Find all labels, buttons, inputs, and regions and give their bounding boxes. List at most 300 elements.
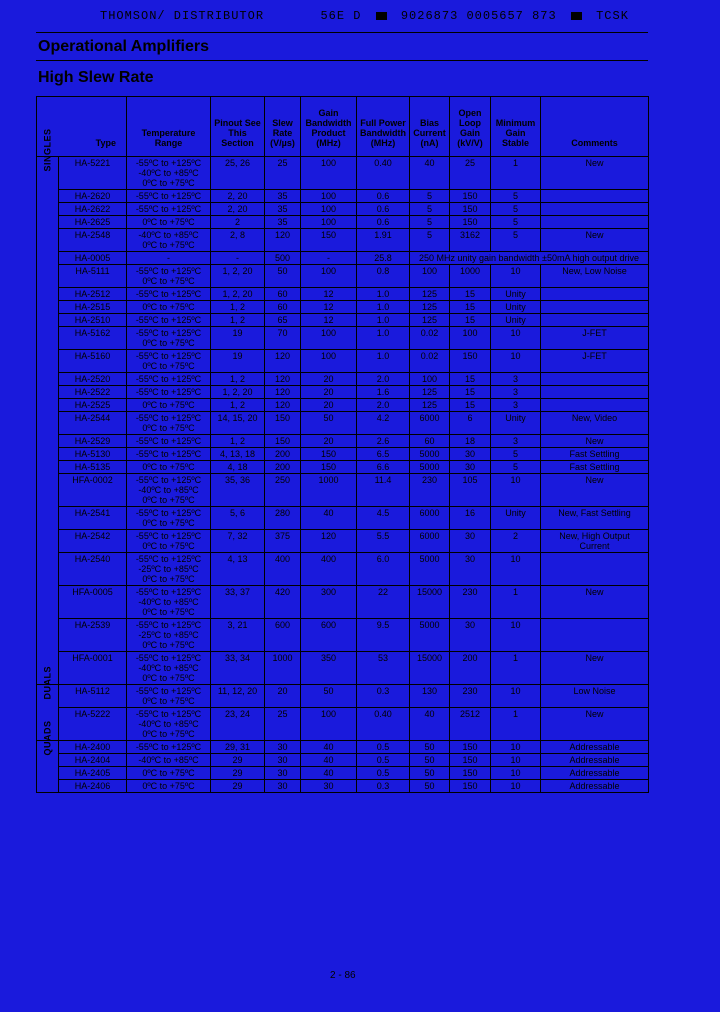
cell-min-gain: 5: [491, 448, 541, 461]
cell-temp: 0ºC to +75ºC: [127, 767, 211, 780]
cell-type: HA-2544: [59, 412, 127, 435]
cell-min-gain: 5: [491, 461, 541, 474]
cell-comments: [541, 314, 649, 327]
black-square-icon: [376, 12, 387, 20]
cell-gbw: 150: [301, 229, 357, 252]
cell-pinout: 7, 32: [211, 530, 265, 553]
cell-bias: 50: [410, 767, 450, 780]
cell-gbw: 100: [301, 190, 357, 203]
cell-type: HA-2622: [59, 203, 127, 216]
cell-type: HA-5130: [59, 448, 127, 461]
cell-type: HA-2515: [59, 301, 127, 314]
cell-olg: 30: [450, 619, 491, 652]
cell-type: HA-2400: [59, 741, 127, 754]
cell-note: 250 MHz unity gain bandwidth ±50mA high output drive: [410, 252, 649, 265]
header-rule: [36, 32, 648, 33]
cell-fpbw: 53: [357, 652, 410, 685]
cell-pinout: 29, 31: [211, 741, 265, 754]
cell-type: HFA-0002: [59, 474, 127, 507]
table-row: [37, 530, 649, 553]
cell-type: HA-5112: [59, 685, 127, 708]
cell-comments: Addressable: [541, 780, 649, 793]
black-square-icon: [571, 12, 582, 20]
cell-pinout: 29: [211, 767, 265, 780]
cell-gbw: 20: [301, 435, 357, 448]
cell-fpbw: 1.0: [357, 288, 410, 301]
cell-bias: 125: [410, 301, 450, 314]
cell-gbw: 40: [301, 741, 357, 754]
col-header-olg: Open Loop Gain (kV/V): [450, 97, 491, 157]
cell-temp: -55ºC to +125ºC 0ºC to +75ºC: [127, 530, 211, 553]
cell-fpbw: 1.0: [357, 350, 410, 373]
cell-gbw: 20: [301, 399, 357, 412]
cell-min-gain: 10: [491, 741, 541, 754]
cell-comments: New, Low Noise: [541, 265, 649, 288]
cell-comments: New: [541, 586, 649, 619]
cell-olg: 150: [450, 203, 491, 216]
cell-slew: 120: [265, 399, 301, 412]
cell-olg: 15: [450, 399, 491, 412]
cell-olg: 30: [450, 553, 491, 586]
cell-min-gain: Unity: [491, 301, 541, 314]
cell-slew: 375: [265, 530, 301, 553]
cell-comments: New, High Output Current: [541, 530, 649, 553]
cell-gbw: 40: [301, 767, 357, 780]
cell-fpbw: 1.91: [357, 229, 410, 252]
cell-pinout: 11, 12, 20: [211, 685, 265, 708]
cell-slew: 120: [265, 373, 301, 386]
cell-slew: 120: [265, 386, 301, 399]
opamp-table: [36, 96, 649, 793]
cell-min-gain: 10: [491, 619, 541, 652]
table-row: [37, 780, 649, 793]
cell-fpbw: 1.0: [357, 301, 410, 314]
cell-temp: -55ºC to +125ºC -25ºC to +85ºC 0ºC to +75ºC: [127, 553, 211, 586]
cell-fpbw: 11.4: [357, 474, 410, 507]
cell-comments: [541, 301, 649, 314]
header-suffix: TCSK: [596, 9, 629, 23]
cell-bias: 5000: [410, 619, 450, 652]
cell-olg: 25: [450, 157, 491, 190]
cell-bias: 230: [410, 474, 450, 507]
cell-bias: 50: [410, 741, 450, 754]
cell-pinout: 5, 6: [211, 507, 265, 530]
cell-gbw: -: [301, 252, 357, 265]
cell-comments: New: [541, 229, 649, 252]
cell-slew: 50: [265, 265, 301, 288]
cell-pinout: 4, 13: [211, 553, 265, 586]
group-label-text: QUADS: [42, 720, 53, 756]
cell-gbw: 1000: [301, 474, 357, 507]
cell-bias: 5000: [410, 553, 450, 586]
cell-olg: 230: [450, 586, 491, 619]
table-row: [37, 265, 649, 288]
cell-fpbw: 22: [357, 586, 410, 619]
cell-pinout: 1, 2: [211, 435, 265, 448]
cell-type: HA-5221: [59, 157, 127, 190]
cell-slew: 25: [265, 708, 301, 741]
cell-temp: 0ºC to +75ºC: [127, 780, 211, 793]
cell-gbw: 600: [301, 619, 357, 652]
cell-type: HA-2520: [59, 373, 127, 386]
cell-olg: 16: [450, 507, 491, 530]
table-row: [37, 741, 649, 754]
cell-slew: 25: [265, 157, 301, 190]
table-row: [37, 229, 649, 252]
cell-slew: 30: [265, 780, 301, 793]
table-row: [37, 685, 649, 708]
cell-pinout: 2, 20: [211, 190, 265, 203]
cell-comments: [541, 399, 649, 412]
cell-temp: 0ºC to +75ºC: [127, 399, 211, 412]
cell-fpbw: 4.2: [357, 412, 410, 435]
cell-bias: 125: [410, 399, 450, 412]
cell-slew: 70: [265, 327, 301, 350]
cell-olg: 100: [450, 327, 491, 350]
cell-bias: 6000: [410, 507, 450, 530]
cell-min-gain: 10: [491, 265, 541, 288]
cell-olg: 150: [450, 767, 491, 780]
cell-fpbw: 0.5: [357, 767, 410, 780]
cell-comments: [541, 288, 649, 301]
cell-slew: 120: [265, 229, 301, 252]
cell-pinout: 25, 26: [211, 157, 265, 190]
cell-fpbw: 0.40: [357, 708, 410, 741]
cell-bias: 5000: [410, 448, 450, 461]
cell-fpbw: 0.6: [357, 203, 410, 216]
section-title: High Slew Rate: [38, 69, 154, 86]
cell-pinout: 23, 24: [211, 708, 265, 741]
cell-comments: [541, 553, 649, 586]
cell-olg: 2512: [450, 708, 491, 741]
page-title: Operational Amplifiers: [38, 38, 209, 55]
cell-min-gain: 10: [491, 327, 541, 350]
cell-temp: 0ºC to +75ºC: [127, 216, 211, 229]
cell-type: HFA-0005: [59, 586, 127, 619]
cell-olg: 15: [450, 301, 491, 314]
table-row: [37, 288, 649, 301]
cell-slew: 600: [265, 619, 301, 652]
cell-comments: [541, 373, 649, 386]
cell-fpbw: 9.5: [357, 619, 410, 652]
cell-gbw: 150: [301, 461, 357, 474]
table-row: [37, 461, 649, 474]
cell-temp: -55ºC to +125ºC: [127, 386, 211, 399]
cell-slew: 500: [265, 252, 301, 265]
cell-olg: 15: [450, 314, 491, 327]
cell-min-gain: 10: [491, 685, 541, 708]
cell-bias: 40: [410, 708, 450, 741]
cell-bias: 0.02: [410, 327, 450, 350]
cell-bias: 125: [410, 288, 450, 301]
cell-comments: [541, 190, 649, 203]
cell-fpbw: 0.6: [357, 190, 410, 203]
cell-min-gain: Unity: [491, 288, 541, 301]
cell-type: HFA-0001: [59, 652, 127, 685]
cell-comments: [541, 216, 649, 229]
cell-pinout: 29: [211, 780, 265, 793]
cell-bias: 0.02: [410, 350, 450, 373]
col-header-gbw: Gain Bandwidth Product (MHz): [301, 97, 357, 157]
cell-slew: 60: [265, 301, 301, 314]
cell-olg: 15: [450, 386, 491, 399]
cell-slew: 400: [265, 553, 301, 586]
table-row: [37, 652, 649, 685]
cell-gbw: 12: [301, 301, 357, 314]
page-header: [100, 9, 660, 23]
cell-temp: -55ºC to +125ºC: [127, 314, 211, 327]
cell-slew: 120: [265, 350, 301, 373]
cell-pinout: 2: [211, 216, 265, 229]
cell-bias: 125: [410, 386, 450, 399]
cell-pinout: 19: [211, 350, 265, 373]
cell-pinout: 4, 13, 18: [211, 448, 265, 461]
cell-olg: 6: [450, 412, 491, 435]
col-header-comments: Comments: [541, 97, 649, 157]
table-row: [37, 216, 649, 229]
cell-min-gain: 3: [491, 435, 541, 448]
cell-min-gain: 1: [491, 708, 541, 741]
cell-min-gain: 3: [491, 386, 541, 399]
cell-olg: 200: [450, 652, 491, 685]
cell-olg: 15: [450, 373, 491, 386]
cell-bias: 5: [410, 216, 450, 229]
cell-temp: -55ºC to +125ºC 0ºC to +75ºC: [127, 327, 211, 350]
cell-temp: -55ºC to +125ºC -40ºC to +85ºC 0ºC to +75ºC: [127, 708, 211, 741]
cell-fpbw: 4.5: [357, 507, 410, 530]
cell-gbw: 100: [301, 327, 357, 350]
cell-slew: 150: [265, 435, 301, 448]
cell-slew: 280: [265, 507, 301, 530]
cell-temp: -55ºC to +125ºC: [127, 435, 211, 448]
cell-olg: 150: [450, 741, 491, 754]
cell-pinout: -: [211, 252, 265, 265]
cell-slew: 30: [265, 754, 301, 767]
cell-min-gain: Unity: [491, 314, 541, 327]
cell-bias: 6000: [410, 530, 450, 553]
cell-temp: -55ºC to +125ºC: [127, 448, 211, 461]
cell-bias: 5: [410, 229, 450, 252]
cell-olg: 150: [450, 350, 491, 373]
table-row: [37, 412, 649, 435]
cell-type: HA-2542: [59, 530, 127, 553]
cell-comments: Addressable: [541, 754, 649, 767]
cell-gbw: 12: [301, 288, 357, 301]
cell-slew: 250: [265, 474, 301, 507]
col-header-bias: Bias Current (nA): [410, 97, 450, 157]
cell-fpbw: 1.6: [357, 386, 410, 399]
cell-type: HA-2541: [59, 507, 127, 530]
cell-pinout: 1, 2, 20: [211, 288, 265, 301]
cell-gbw: 100: [301, 265, 357, 288]
col-header-min-gain: Minimum Gain Stable: [491, 97, 541, 157]
cell-bias: 5000: [410, 461, 450, 474]
cell-comments: New, Fast Settling: [541, 507, 649, 530]
cell-type: HA-2625: [59, 216, 127, 229]
cell-gbw: 400: [301, 553, 357, 586]
group-label-text: SINGLES: [42, 128, 53, 172]
cell-gbw: 30: [301, 780, 357, 793]
table-row: [37, 767, 649, 780]
cell-pinout: 2, 20: [211, 203, 265, 216]
cell-fpbw: 1.0: [357, 327, 410, 350]
cell-bias: 5: [410, 190, 450, 203]
cell-type: HA-2405: [59, 767, 127, 780]
cell-min-gain: Unity: [491, 412, 541, 435]
cell-pinout: 14, 15, 20: [211, 412, 265, 435]
group-label-singles: [37, 128, 59, 685]
cell-temp: -55ºC to +125ºC: [127, 190, 211, 203]
cell-min-gain: 5: [491, 216, 541, 229]
cell-olg: 105: [450, 474, 491, 507]
cell-gbw: 50: [301, 412, 357, 435]
cell-fpbw: 25.8: [357, 252, 410, 265]
cell-slew: 35: [265, 203, 301, 216]
cell-olg: 3162: [450, 229, 491, 252]
page-number: 2 - 86: [330, 970, 356, 981]
cell-olg: 150: [450, 780, 491, 793]
cell-fpbw: 0.8: [357, 265, 410, 288]
cell-temp: -55ºC to +125ºC -40ºC to +85ºC 0ºC to +75ºC: [127, 586, 211, 619]
cell-temp: 0ºC to +75ºC: [127, 461, 211, 474]
cell-temp: -55ºC to +125ºC -40ºC to +85ºC 0ºC to +75ºC: [127, 652, 211, 685]
cell-temp: -55ºC to +125ºC 0ºC to +75ºC: [127, 265, 211, 288]
cell-fpbw: 0.6: [357, 216, 410, 229]
cell-comments: New: [541, 652, 649, 685]
cell-pinout: 29: [211, 754, 265, 767]
cell-fpbw: 6.6: [357, 461, 410, 474]
cell-comments: Addressable: [541, 767, 649, 780]
cell-min-gain: 10: [491, 474, 541, 507]
cell-slew: 65: [265, 314, 301, 327]
cell-temp: -55ºC to +125ºC -25ºC to +85ºC 0ºC to +75ºC: [127, 619, 211, 652]
cell-temp: -55ºC to +125ºC: [127, 741, 211, 754]
col-header-slew: Slew Rate (V/µs): [265, 97, 301, 157]
cell-olg: 1000: [450, 265, 491, 288]
cell-olg: 150: [450, 216, 491, 229]
cell-temp: -: [127, 252, 211, 265]
cell-comments: Fast Settling: [541, 448, 649, 461]
cell-gbw: 20: [301, 386, 357, 399]
cell-pinout: 1, 2: [211, 301, 265, 314]
cell-min-gain: 5: [491, 203, 541, 216]
cell-type: HA-5222: [59, 708, 127, 741]
cell-type: HA-2548: [59, 229, 127, 252]
cell-min-gain: 5: [491, 229, 541, 252]
cell-min-gain: 1: [491, 652, 541, 685]
table-row: [37, 350, 649, 373]
cell-slew: 35: [265, 216, 301, 229]
cell-pinout: 19: [211, 327, 265, 350]
cell-slew: 60: [265, 288, 301, 301]
table-row: [37, 754, 649, 767]
cell-bias: 130: [410, 685, 450, 708]
cell-gbw: 100: [301, 203, 357, 216]
cell-gbw: 12: [301, 314, 357, 327]
cell-olg: 30: [450, 448, 491, 461]
cell-comments: [541, 386, 649, 399]
col-header-type: Type: [37, 97, 127, 157]
cell-gbw: 40: [301, 754, 357, 767]
cell-type: HA-2510: [59, 314, 127, 327]
cell-fpbw: 0.3: [357, 685, 410, 708]
cell-fpbw: 0.5: [357, 741, 410, 754]
cell-pinout: 2, 8: [211, 229, 265, 252]
cell-fpbw: 0.3: [357, 780, 410, 793]
cell-gbw: 20: [301, 373, 357, 386]
cell-gbw: 100: [301, 216, 357, 229]
table-row: [37, 435, 649, 448]
table-row: [37, 327, 649, 350]
cell-olg: 30: [450, 530, 491, 553]
group-label-text: DUALS: [42, 666, 53, 700]
table-row: [37, 553, 649, 586]
group-label-quads: [37, 720, 59, 793]
cell-olg: 15: [450, 288, 491, 301]
cell-min-gain: 10: [491, 780, 541, 793]
cell-comments: New: [541, 157, 649, 190]
cell-temp: 0ºC to +75ºC: [127, 301, 211, 314]
cell-temp: -40ºC to +85ºC 0ºC to +75ºC: [127, 229, 211, 252]
cell-type: HA-2620: [59, 190, 127, 203]
cell-gbw: 150: [301, 448, 357, 461]
table-row: [37, 586, 649, 619]
cell-fpbw: 6.0: [357, 553, 410, 586]
cell-min-gain: 3: [491, 373, 541, 386]
cell-slew: 200: [265, 461, 301, 474]
cell-type: HA-5111: [59, 265, 127, 288]
cell-gbw: 100: [301, 350, 357, 373]
cell-type: HA-5162: [59, 327, 127, 350]
cell-min-gain: 10: [491, 350, 541, 373]
cell-comments: New: [541, 474, 649, 507]
cell-gbw: 100: [301, 708, 357, 741]
cell-comments: J-FET: [541, 327, 649, 350]
cell-fpbw: 1.0: [357, 314, 410, 327]
cell-pinout: 1, 2: [211, 399, 265, 412]
cell-fpbw: 5.5: [357, 530, 410, 553]
cell-slew: 150: [265, 412, 301, 435]
cell-bias: 5: [410, 203, 450, 216]
table-row: [37, 252, 649, 265]
cell-pinout: 33, 37: [211, 586, 265, 619]
cell-type: HA-5160: [59, 350, 127, 373]
cell-temp: -55ºC to +125ºC 0ºC to +75ºC: [127, 685, 211, 708]
cell-type: HA-0005: [59, 252, 127, 265]
cell-temp: -55ºC to +125ºC -40ºC to +85ºC 0ºC to +75ºC: [127, 474, 211, 507]
table-header-row: [37, 97, 649, 157]
cell-comments: [541, 619, 649, 652]
cell-gbw: 50: [301, 685, 357, 708]
cell-type: HA-2406: [59, 780, 127, 793]
cell-olg: 230: [450, 685, 491, 708]
cell-pinout: 1, 2, 20: [211, 265, 265, 288]
cell-gbw: 40: [301, 507, 357, 530]
cell-min-gain: 1: [491, 157, 541, 190]
cell-type: HA-5135: [59, 461, 127, 474]
cell-gbw: 120: [301, 530, 357, 553]
cell-pinout: 33, 34: [211, 652, 265, 685]
cell-temp: -55ºC to +125ºC: [127, 203, 211, 216]
cell-pinout: 1, 2: [211, 373, 265, 386]
cell-pinout: 35, 36: [211, 474, 265, 507]
cell-comments: New: [541, 435, 649, 448]
cell-type: HA-2404: [59, 754, 127, 767]
cell-comments: [541, 203, 649, 216]
table-row: [37, 190, 649, 203]
cell-fpbw: 0.5: [357, 754, 410, 767]
header-part-number: 9026873 0005657 873: [400, 9, 557, 23]
